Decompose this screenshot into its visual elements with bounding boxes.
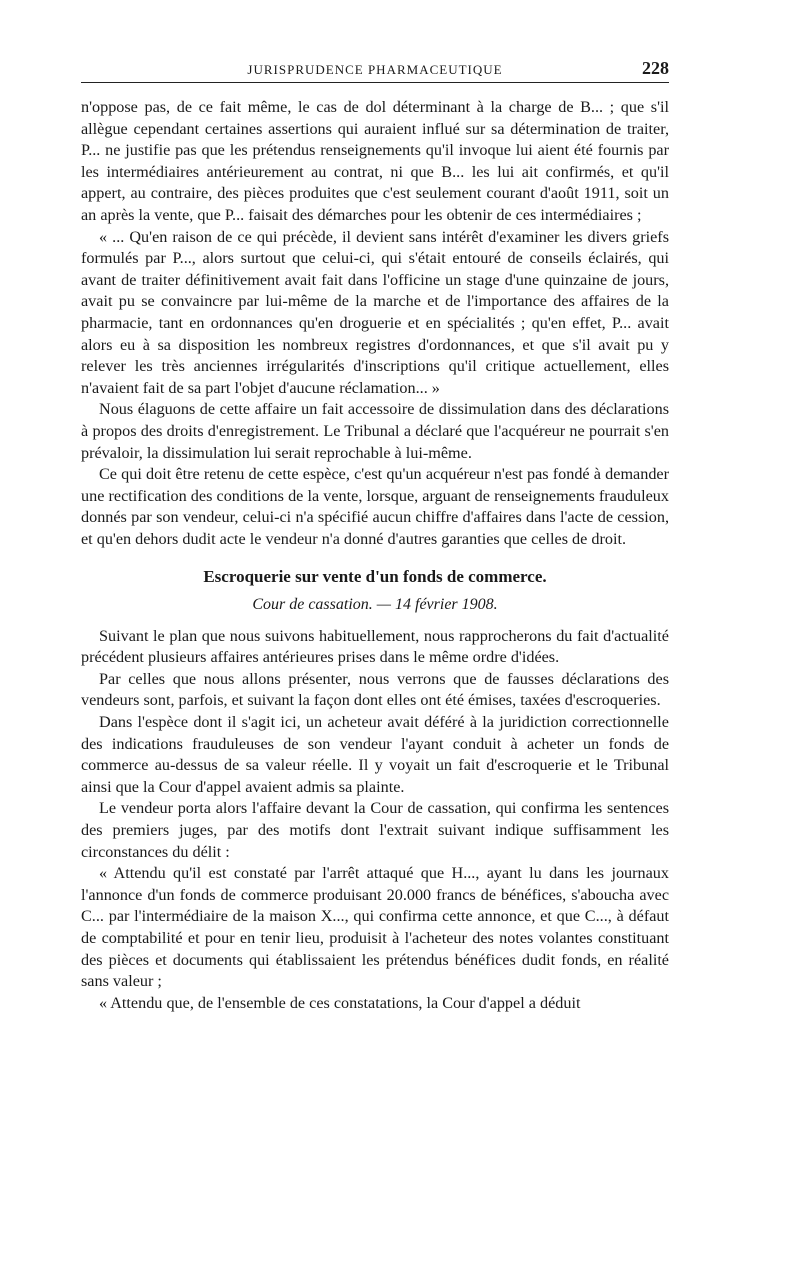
body-text (81, 97, 669, 1014)
paragraph: Nous élaguons de cette affaire un fait accessoire de dissimulation dans des déclarations à propos des droits d'enregistrement. Le Tribunal a déclaré que l'acquéreur ne pourrait s'en prévaloir, la dissimulation lui serait reprochable à lui-même. (81, 400, 669, 462)
document-page (81, 58, 669, 1014)
paragraph: n'oppose pas, de ce fait même, le cas de dol déterminant à la charge de B... ; que s'il allègue cependant certaines assertions qui auraient influé sur sa détermination de traiter, P... ne justifie pas que les prétendus renseignements qu'il invoque lui aient été fournis par les intermédiaires antérieurement au contrat, ni que B... les lui ait confirmés, et qu'il appert, au contraire, des pièces produites que c'est seulement courant d'août 1911, soit un an après la vente, que P... faisait des démarches pour les obtenir de ces intermédiaires ; (81, 98, 669, 224)
section-title: Escroquerie sur vente d'un fonds de commerce. (203, 567, 547, 587)
paragraph: Ce qui doit être retenu de cette espèce, c'est qu'un acquéreur n'est pas fondé à demander une rectification des conditions de la vente, lorsque, arguant de renseignements frauduleux donnés par son vendeur, celui-ci n'a spécifié aucun chiffre d'affaires dans l'acte de cession, et qu'en dehors dudit acte le vendeur n'a donné d'autres garanties que celles de droit. (81, 465, 669, 548)
paragraph: Dans l'espèce dont il s'agit ici, un acheteur avait déféré à la juridiction correctionnelle des indications frauduleuses de son vendeur l'ayant conduit à acheter un fonds de commerce au-dessus de sa valeur réelle. Il y voyait un fait d'escroquerie et le Tribunal ainsi que la Cour d'appel avaient admis sa plainte. (81, 713, 669, 796)
paragraph: « Attendu que, de l'ensemble de ces constatations, la Cour d'appel a déduit (99, 993, 581, 1012)
running-header (81, 58, 669, 83)
paragraph: « Attendu qu'il est constaté par l'arrêt attaqué que H..., ayant lu dans les journaux l'annonce d'un fonds de commerce produisant 20.000 francs de bénéfices, s'aboucha avec C... par l'intermédiaire de la maison X..., qui confirma cette annonce, et que C..., à défaut de comptabilité et pour en tenir lieu, produisit à l'acheteur des notes volantes constituant des pièces et documents qui établissaient les prétendus bénéfices dudit fonds, en réalité sans valeur ; (81, 864, 669, 991)
page-number: 228 (642, 58, 669, 78)
paragraph: Suivant le plan que nous suivons habituellement, nous rapprocherons du fait d'actualité précédent plusieurs affaires antérieures prises dans le même ordre d'idées. (81, 626, 669, 667)
paragraph: Le vendeur porta alors l'affaire devant la Cour de cassation, qui confirma les sentences des premiers juges, par des motifs dont l'extrait suivant indique suffisamment les circonstances du délit : (81, 799, 669, 861)
section-subtitle: Cour de cassation. — 14 février 1908. (252, 596, 498, 614)
paragraph: Par celles que nous allons présenter, nous verrons que de fausses déclarations des vendeurs sont, parfois, et suivant la façon dont elles ont été émises, taxées d'escroqueries. (81, 669, 669, 710)
running-title: JURISPRUDENCE PHARMACEUTIQUE (247, 62, 503, 77)
paragraph: « ... Qu'en raison de ce qui précède, il devient sans intérêt d'examiner les divers griefs formulés par P..., alors surtout que celui-ci, qui s'était entouré de conseils éclairés, qui avant de traiter définitivement avait fait dans l'officine un stage d'une quinzaine de jours, avait pu se convaincre par lui-même de la marche et de l'importance des affaires de la pharmacie, tant en ordonnances qu'en droguerie et en spécialités ; qu'en effet, P... avait alors eu à sa disposition les nombreux registres d'ordonnances, et que s'il avait pu y relever les très anciennes irrégularités d'inscriptions qu'il critique actuellement, elles n'avaient fait de sa part l'objet d'aucune réclamation... » (81, 227, 669, 397)
